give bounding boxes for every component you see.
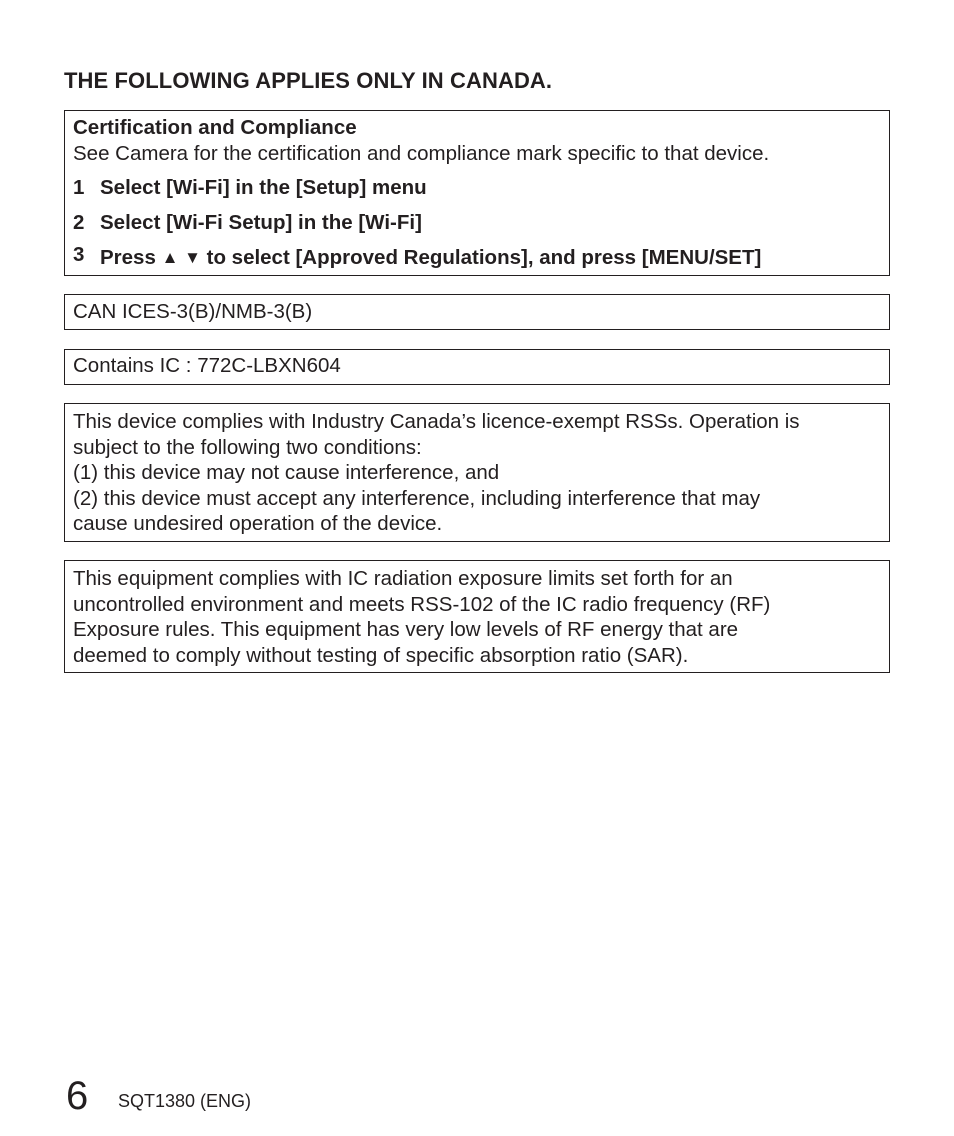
industry-canada-line: (1) this device may not cause interference, and — [73, 461, 500, 484]
industry-canada-line: subject to the following two conditions: — [73, 435, 422, 459]
radiation-line: This equipment complies with IC radiation exposure limits set forth for an — [73, 567, 733, 590]
step-number: 3 — [73, 243, 85, 266]
step-2 — [73, 210, 881, 236]
step-number: 1 — [73, 176, 85, 199]
step-text — [100, 245, 761, 272]
industry-canada-box — [64, 403, 890, 542]
certification-box — [64, 110, 890, 276]
step-text-before: Press — [100, 246, 162, 269]
certification-title: Certification and Compliance — [73, 116, 357, 139]
industry-canada-line: This device complies with Industry Canada’s licence-exempt RSSs. Operation is — [73, 410, 800, 433]
radiation-line: uncontrolled environment and meets RSS-102 of the IC radio frequency (RF) — [73, 592, 771, 616]
certification-description: See Camera for the certification and compliance mark specific to that device. — [73, 141, 770, 165]
step-1 — [73, 175, 881, 201]
step-3 — [73, 245, 881, 272]
radiation-line: Exposure rules. This equipment has very low levels of RF energy that are — [73, 618, 739, 641]
ices-box — [64, 294, 890, 330]
up-arrow-icon: ▲ — [161, 248, 179, 267]
radiation-line: deemed to comply without testing of specific absorption ratio (SAR). — [73, 643, 689, 667]
ices-label: CAN ICES-3(B)/NMB-3(B) — [73, 300, 313, 323]
step-text: Select [Wi-Fi Setup] in the [Wi-Fi] — [100, 210, 422, 234]
down-arrow-icon: ▼ — [184, 248, 201, 267]
ic-box — [64, 349, 890, 385]
step-number: 2 — [73, 210, 85, 234]
step-text-after: to select [Approved Regulations], and press [MENU/SET] — [200, 246, 762, 269]
radiation-box — [64, 560, 890, 673]
page-heading: THE FOLLOWING APPLIES ONLY IN CANADA. — [64, 68, 553, 93]
industry-canada-line: (2) this device must accept any interference, including interference that may — [73, 486, 761, 510]
page-number: 6 — [66, 1074, 89, 1118]
step-text: Select [Wi-Fi] in the [Setup] menu — [100, 176, 427, 199]
document-code: SQT1380 (ENG) — [118, 1091, 252, 1111]
industry-canada-line: cause undesired operation of the device. — [73, 512, 443, 535]
ic-label: Contains IC : 772C-LBXN604 — [73, 354, 341, 377]
